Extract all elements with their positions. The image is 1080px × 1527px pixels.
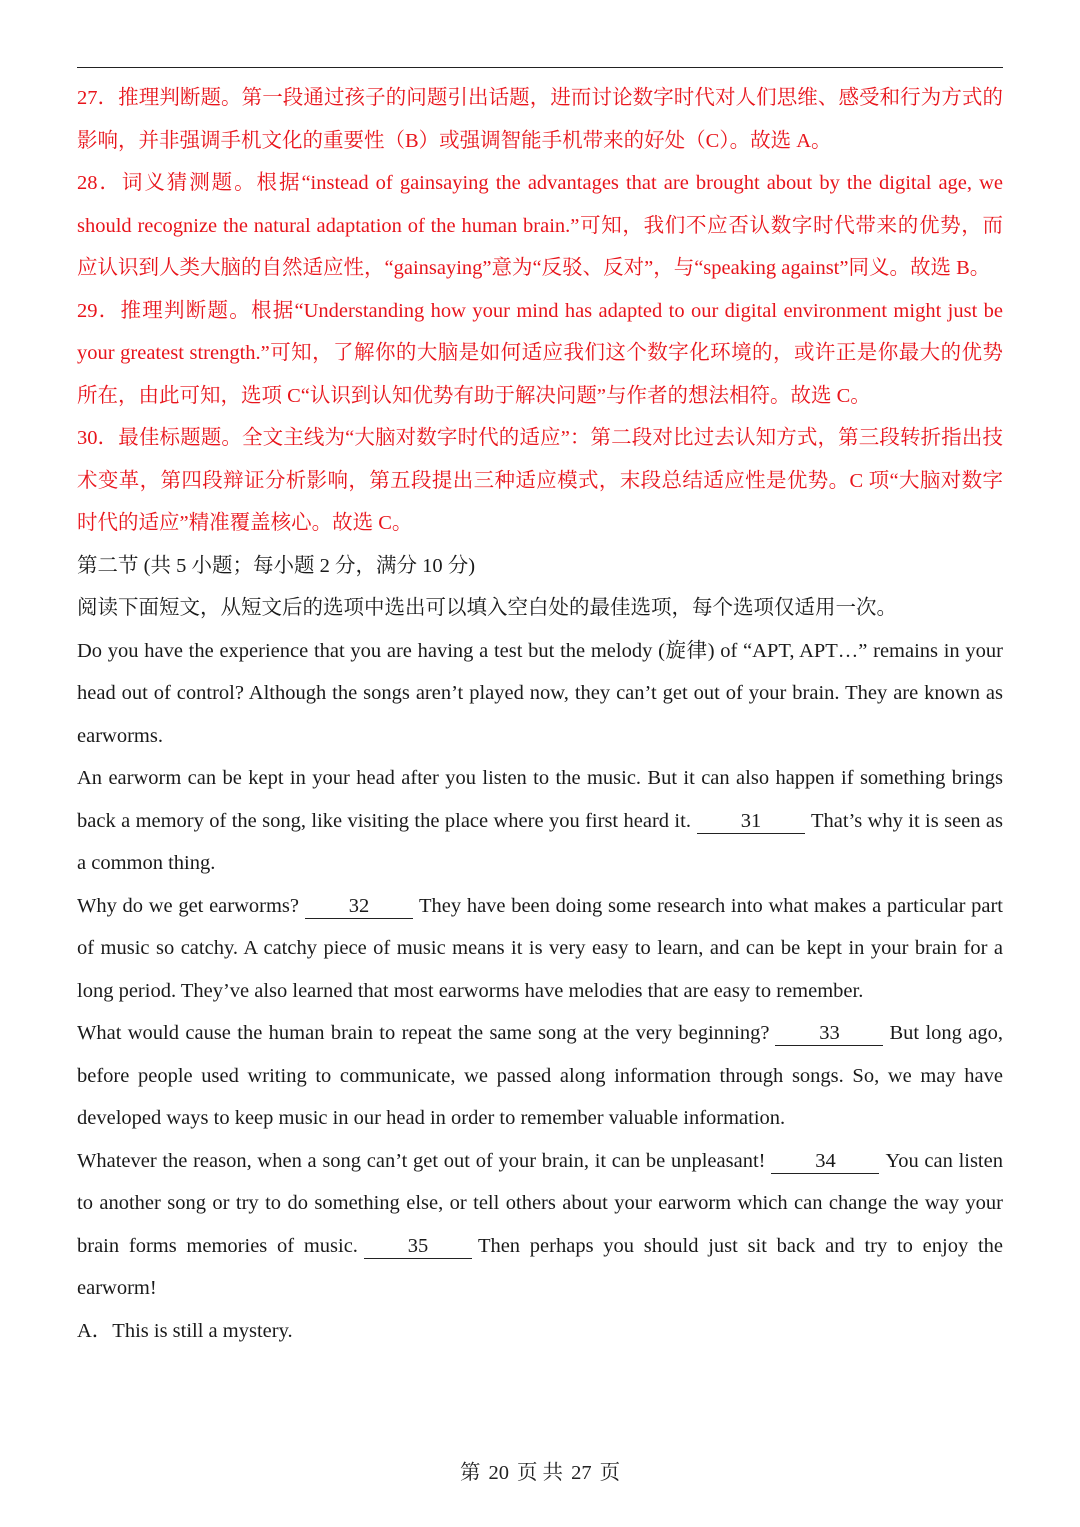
answer-27: 27．推理判断题。第一段通过孩子的问题引出话题，进而讨论数字时代对人们思维、感受和行为方式的影响，并非强调手机文化的重要性（B）或强调智能手机带来的好处（C）。故选 A。 [77, 87, 1003, 152]
paragraph-text: What would cause the human brain to repeat the same song at the very beginning? [77, 1022, 770, 1044]
option-a: A．This is still a mystery. [77, 1319, 293, 1342]
blank-33[interactable]: 33 [775, 1021, 883, 1046]
answer-30: 30．最佳标题题。全文主线为“大脑对数字时代的适应”：第二段对比过去认知方式，第三段转折指出技术变革，第四段辩证分析影响，第五段提出三种适应模式，末段总结适应性是优势。C 项“大脑对数字时代的适应”精准覆盖核心。故选 C。 [77, 427, 1003, 534]
passage-paragraph-2 [77, 757, 1003, 885]
page-footer [0, 1458, 1080, 1488]
blank-35[interactable]: 35 [364, 1234, 472, 1259]
passage-paragraph-3 [77, 885, 1003, 1013]
section-instruction: 阅读下面短文，从短文后的选项中选出可以填入空白处的最佳选项，每个选项仅适用一次。 [77, 597, 897, 619]
passage-paragraph-5 [77, 1140, 1003, 1310]
passage-paragraph-4 [77, 1012, 1003, 1140]
page-label-mid: 页 共 [516, 1462, 564, 1484]
page-current: 20 [488, 1462, 509, 1484]
paragraph-text: They have been doing some research into what makes a particular part of music so catchy. A catchy piece of music means it is very easy to learn, and can be kept in your brain for a long period. They’ve also learned that most earworms have melodies that are easy to remember. [77, 894, 1003, 1002]
blank-31[interactable]: 31 [697, 809, 805, 834]
paragraph-text: You can listen to another song or try to do something else, or tell others about your earworm which can change the way your brain forms memories of music. [77, 1149, 1003, 1257]
section-heading: 第二节 (共 5 小题；每小题 2 分，满分 10 分) [77, 554, 476, 577]
paragraph-text: Whatever the reason, when a song can’t get out of your brain, it can be unpleasant! [77, 1149, 766, 1172]
page-label-pre: 第 [459, 1462, 481, 1484]
blank-32[interactable]: 32 [305, 894, 413, 919]
passage-paragraph-1: Do you have the experience that you are having a test but the melody (旋律) of “APT, APT…” remains in your head out of control? Although the songs aren’t played now, they can’t get out of your brain. They are known as earworms. [77, 639, 1003, 747]
page-label-post: 页 [599, 1462, 621, 1484]
paragraph-text: But long ago, before people used writing to communicate, we passed along information through songs. So, we may have developed ways to keep music in our head in order to remember valuable information. [77, 1022, 1003, 1129]
paragraph-text: Why do we get earworms? [77, 894, 299, 917]
page-total: 27 [571, 1462, 592, 1484]
paragraph-text: Then perhaps you should just sit back and try to enjoy the earworm! [77, 1234, 1003, 1299]
paragraph-text: That’s why it is seen as a common thing. [77, 809, 1004, 874]
paragraph-text: An earworm can be kept in your head after you listen to the music. But it can also happen if something brings back a memory of the song, like visiting the place where you first heard it. [77, 767, 1003, 832]
answer-28: 28．词义猜测题。根据“instead of gainsaying the advantages that are brought about by the digital age, we should recognize the natural adaptation of the human brain.”可知，我们不应否认数字时代带来的优势，而应认识到人类大脑的自然适应性，“gainsaying”意为“反驳、反对”，与“speaking against”同义。故选 B。 [77, 172, 1003, 279]
page-content [77, 77, 1003, 1352]
header-rule [77, 67, 1003, 68]
blank-34[interactable]: 34 [771, 1149, 879, 1174]
answer-29: 29．推理判断题。根据“Understanding how your mind has adapted to our digital environment might just be your greatest strength.”可知，了解你的大脑是如何适应我们这个数字化环境的，或许正是你最大的优势所在，由此可知，选项 C“认识到认知优势有助于解决问题”与作者的想法相符。故选 C。 [77, 299, 1003, 407]
